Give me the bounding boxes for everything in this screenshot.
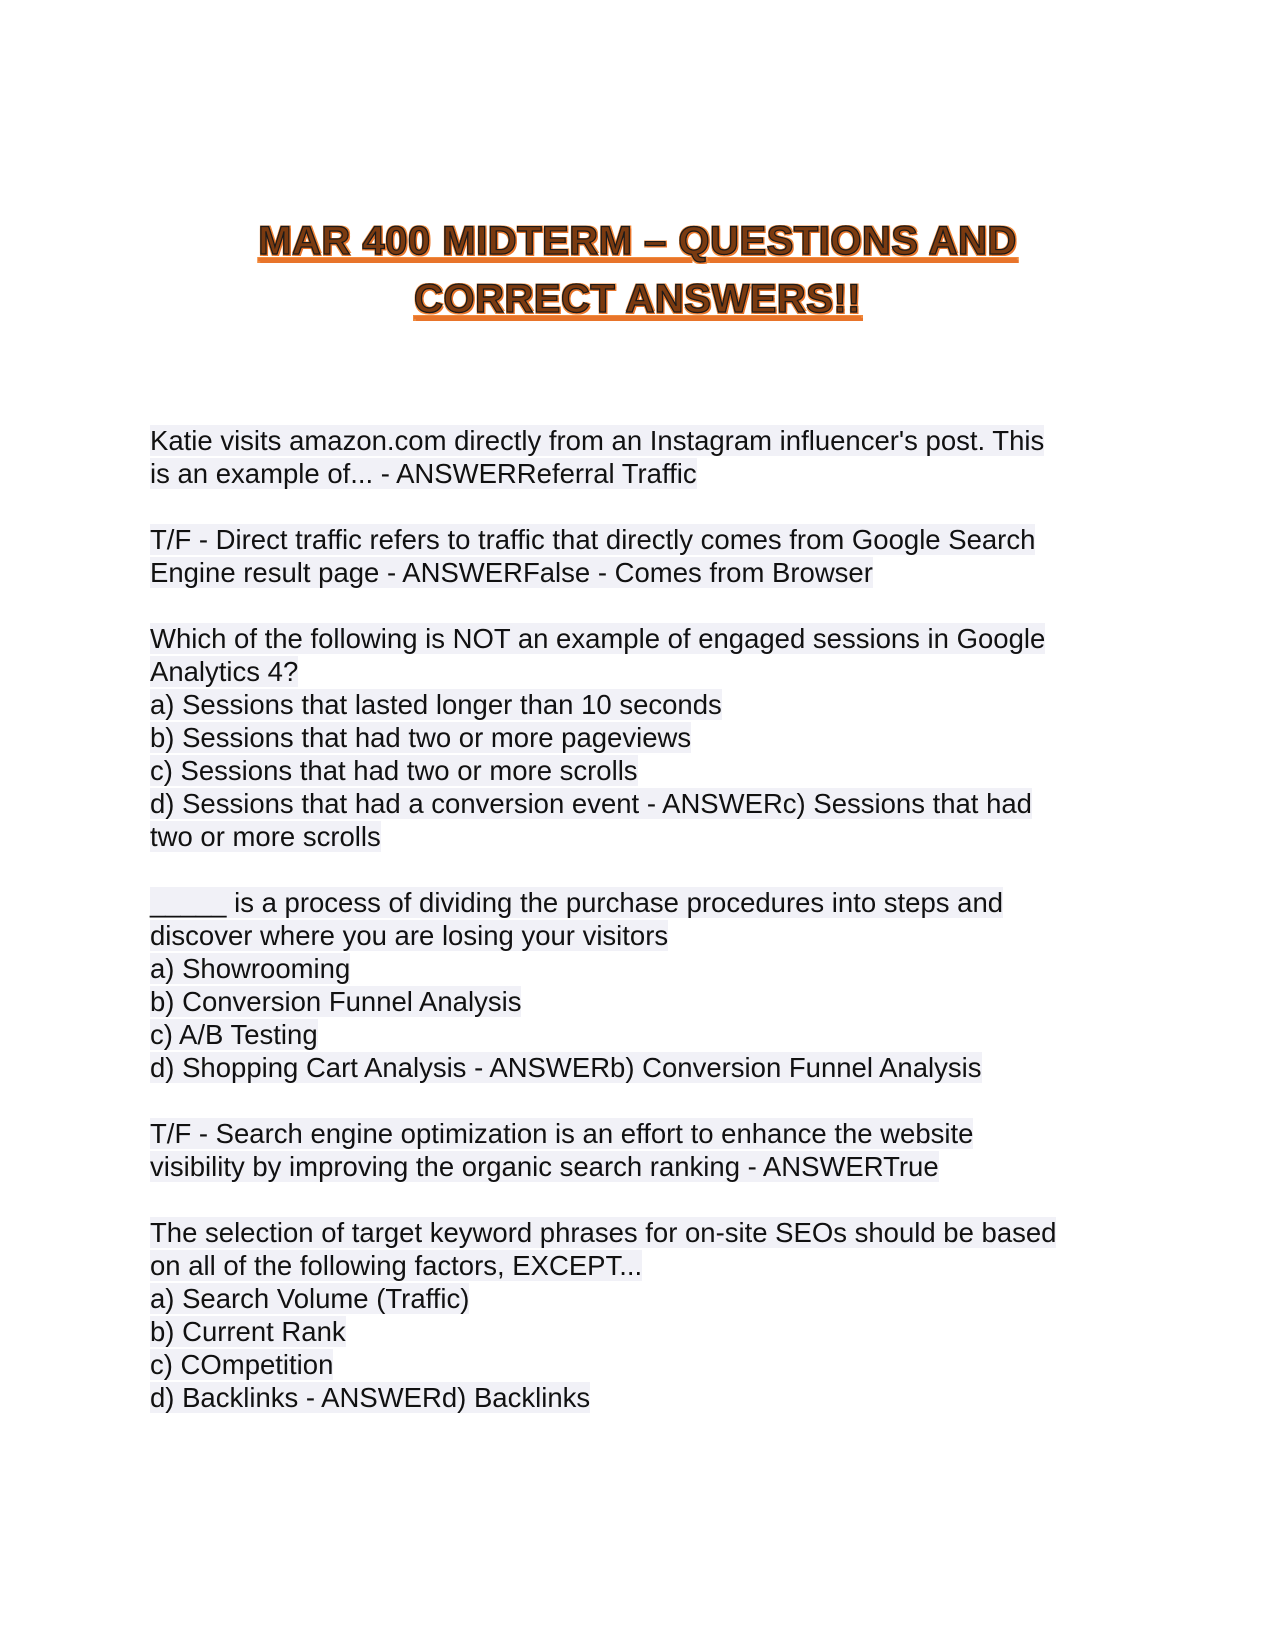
question-6	[150, 1216, 1130, 1414]
question-line: on all of the following factors, EXCEPT...	[150, 1250, 643, 1281]
question-1	[150, 424, 1130, 490]
title-line-2: CORRECT ANSWERS!!	[414, 277, 861, 321]
question-line: T/F - Direct traffic refers to traffic that directly comes from Google Search	[150, 524, 1036, 555]
option-line: c) Sessions that had two or more scrolls	[150, 755, 638, 786]
question-line: Which of the following is NOT an example of engaged sessions in Google	[150, 623, 1046, 654]
question-line: is an example of... - ANSWERReferral Traffic	[150, 458, 697, 489]
question-4	[150, 886, 1130, 1084]
option-line: a) Sessions that lasted longer than 10 seconds	[150, 689, 722, 720]
question-5	[150, 1117, 1130, 1183]
question-2	[150, 523, 1130, 589]
option-line: c) A/B Testing	[150, 1019, 318, 1050]
option-line: a) Showrooming	[150, 953, 351, 984]
question-line: T/F - Search engine optimization is an effort to enhance the website	[150, 1118, 974, 1149]
option-line: b) Sessions that had two or more pageviews	[150, 722, 692, 753]
title-line-1: MAR 400 MIDTERM – QUESTIONS AND	[258, 219, 1017, 263]
question-3	[150, 622, 1130, 853]
option-line: b) Conversion Funnel Analysis	[150, 986, 522, 1017]
question-line: discover where you are losing your visitors	[150, 920, 669, 951]
question-line: visibility by improving the organic search ranking - ANSWERTrue	[150, 1151, 939, 1182]
answer-line: two or more scrolls	[150, 821, 381, 852]
question-line: Engine result page - ANSWERFalse - Comes from Browser	[150, 557, 873, 588]
option-line: b) Current Rank	[150, 1316, 346, 1347]
document-title	[0, 212, 1275, 328]
question-line: _____ is a process of dividing the purchase procedures into steps and	[150, 887, 1004, 918]
option-line: d) Backlinks - ANSWERd) Backlinks	[150, 1382, 591, 1413]
question-line: Analytics 4?	[150, 656, 299, 687]
question-line: Katie visits amazon.com directly from an Instagram influencer's post. This	[150, 425, 1045, 456]
option-line: c) COmpetition	[150, 1349, 334, 1380]
option-line: d) Sessions that had a conversion event - ANSWERc) Sessions that had	[150, 788, 1032, 819]
option-line: d) Shopping Cart Analysis - ANSWERb) Conversion Funnel Analysis	[150, 1052, 982, 1083]
option-line: a) Search Volume (Traffic)	[150, 1283, 470, 1314]
question-line: The selection of target keyword phrases for on-site SEOs should be based	[150, 1217, 1057, 1248]
question-list	[150, 424, 1130, 1447]
